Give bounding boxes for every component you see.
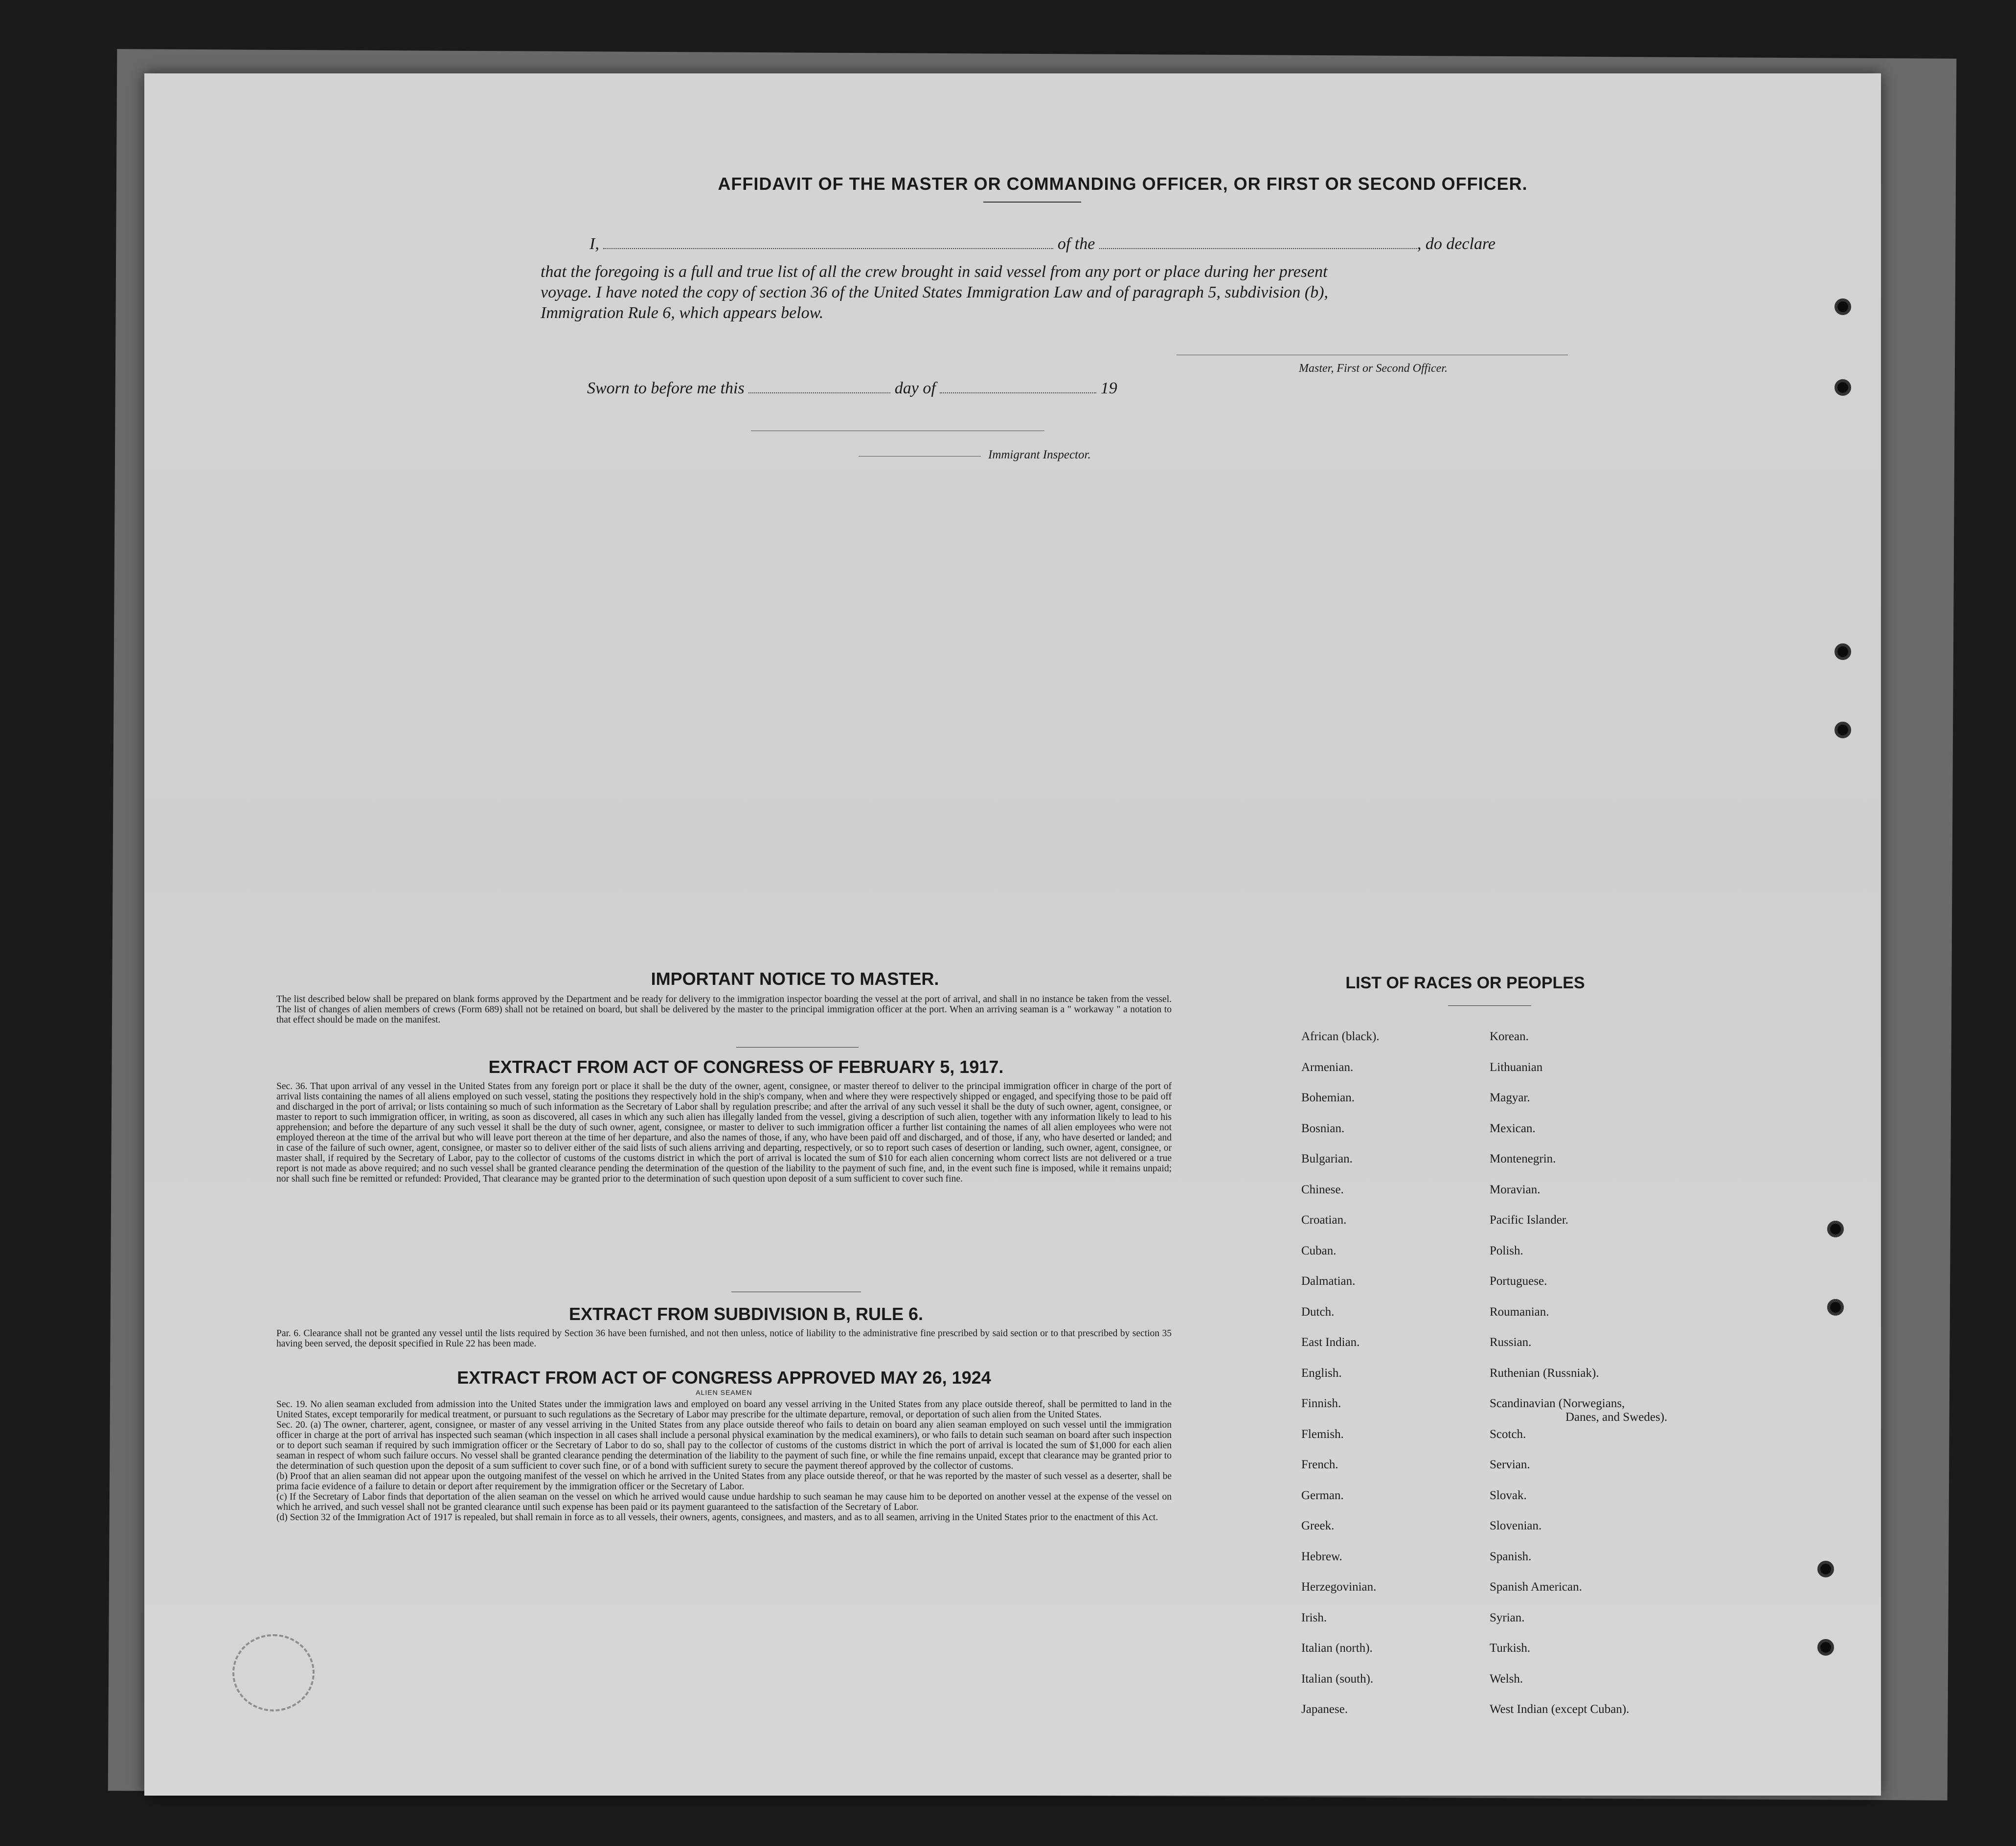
race-item: Magyar.: [1490, 1091, 1530, 1104]
affidavit-line: that the foregoing is a full and true list of all the crew brought in said vessel from any port or place during her present: [541, 263, 1328, 281]
race-item: Hebrew.: [1301, 1550, 1342, 1563]
race-item: Scotch.: [1490, 1427, 1526, 1441]
binder-hole: [1827, 1221, 1844, 1237]
race-item: Herzegovinian.: [1301, 1580, 1377, 1594]
affidavit-i-label: I,: [589, 235, 599, 253]
race-item: English.: [1301, 1366, 1342, 1380]
binder-hole: [1817, 1561, 1834, 1577]
faded-stamp: [232, 1634, 315, 1711]
vessel-blank: [1099, 248, 1417, 249]
sworn-line: [587, 379, 1117, 398]
document-page: [144, 73, 1881, 1796]
race-item: Spanish American.: [1490, 1580, 1582, 1594]
race-item: Danes, and Swedes).: [1565, 1411, 1668, 1424]
binder-hole: [1835, 298, 1851, 315]
race-item: Greek.: [1301, 1519, 1335, 1532]
race-item: Japanese.: [1301, 1703, 1348, 1716]
day-of-label: day of: [894, 379, 936, 397]
name-blank: [603, 248, 1053, 249]
race-item: Bosnian.: [1301, 1121, 1345, 1135]
race-item: French.: [1301, 1458, 1338, 1471]
notice-body: The list described below shall be prepared on blank forms approved by the Department and be ready for delivery to the immigration inspector boarding the vessel at the port of arrival, and shall in no instance be taken from the vessel. The list of changes of alien members of crews (Form 689) shall not be retained on board, but shall be delivered by the master to the principal immigration officer at the port. When an arriving seaman is a " workaway " a notation to that effect should be made on the manifest.: [276, 994, 1172, 1025]
race-item: Roumanian.: [1490, 1305, 1549, 1319]
race-item: Bohemian.: [1301, 1091, 1355, 1104]
race-item: Scandinavian (Norwegians,: [1490, 1397, 1625, 1410]
race-item: German.: [1301, 1488, 1344, 1502]
rule6-body: Par. 6. Clearance shall not be granted any vessel until the lists required by Section 36 have been furnished, and not then unless, notice of liability to the administrative fine prescribed by said section or to that prescribed by section 35 having been served, the deposit specified in Rule 22 has been made.: [276, 1328, 1172, 1349]
section-20c: (c) If the Secretary of Labor finds that deportation of the alien seaman on the vessel on which he arrived would cause undue hardship to such seaman he may cause him to be deported on another vessel at the expense of the vessel on which he arrived, and such vessel shall not be granted clearance until such expense has been paid or its payment guaranteed to the satisfaction of the Secretary of Labor.: [276, 1492, 1172, 1512]
race-item: Croatian.: [1301, 1213, 1347, 1227]
race-item: Irish.: [1301, 1611, 1327, 1624]
race-item: Dalmatian.: [1301, 1275, 1356, 1288]
race-item: Armenian.: [1301, 1060, 1354, 1074]
binder-hole: [1835, 722, 1851, 738]
race-item: Mexican.: [1490, 1121, 1536, 1135]
divider: [1448, 1005, 1531, 1006]
affidavit-line: voyage. I have noted the copy of section 36 of the United States Immigration Law and of paragraph 5, subdivision (b),: [541, 283, 1329, 301]
month-blank: [940, 392, 1096, 393]
binder-hole: [1835, 643, 1851, 660]
race-item: Portuguese.: [1490, 1275, 1547, 1288]
race-item: Spanish.: [1490, 1550, 1532, 1563]
race-item: Welsh.: [1490, 1672, 1523, 1686]
notice-title: IMPORTANT NOTICE TO MASTER.: [651, 969, 939, 989]
race-item: Ruthenian (Russniak).: [1490, 1366, 1599, 1380]
affidavit-of-the-label: of the: [1057, 235, 1095, 253]
divider: [736, 1047, 859, 1048]
race-item: Chinese.: [1301, 1183, 1344, 1196]
section-20a: Sec. 20. (a) The owner, charterer, agent, consignee, or master of any vessel arriving in the United States from any place outside thereof who fails to detain on board any alien seaman employed on such vessel until the immigration officer in charge at the port of arrival has inspected such seaman (which inspection in all cases shall include a personal physical examination by the medical examiners), or who fails to detain such seaman on board after such inspection or to deport such seaman if required by such immigration officer or the Secretary of Labor to do so, shall pay to the collector of customs of the customs district in which the port of arrival is located the sum of $1,000 for each alien seaman in respect of whom such failure occurs. No vessel shall be granted clearance pending the determination of the liability to the payment of such fine, or while the fine remains unpaid, except that clearance may be granted prior to the determination of such question upon the deposit of a sum sufficient to cover such fine, or of a bond with sufficient surety to secure the payment thereof approved by the collector of customs.: [276, 1420, 1172, 1471]
rule6-title: EXTRACT FROM SUBDIVISION B, RULE 6.: [568, 1304, 924, 1324]
race-item: Italian (north).: [1301, 1641, 1373, 1655]
day-blank: [748, 392, 890, 393]
races-title: LIST OF RACES OR PEOPLES: [1345, 974, 1585, 992]
master-signature-label: Master, First or Second Officer.: [1299, 362, 1448, 375]
section-20d: (d) Section 32 of the Immigration Act of 1917 is repealed, but shall remain in force as to all vessels, their owners, agents, consignees, and masters, and as to all seamen, arriving in the United States prior to the enactment of this Act.: [276, 1512, 1158, 1523]
affidavit-declare-label: , do declare: [1417, 235, 1496, 253]
affidavit-declaration-line: [589, 235, 1641, 253]
race-item: West Indian (except Cuban).: [1490, 1703, 1630, 1716]
race-item: Russian.: [1490, 1336, 1532, 1349]
extract-1917-title: EXTRACT FROM ACT OF CONGRESS OF FEBRUARY 5, 1917.: [488, 1057, 1004, 1077]
year-label: 19: [1100, 379, 1117, 397]
race-item: Korean.: [1490, 1030, 1529, 1043]
race-item: Turkish.: [1490, 1641, 1531, 1655]
affidavit-body: [541, 262, 1666, 323]
race-item: Slovak.: [1490, 1488, 1527, 1502]
race-item: Italian (south).: [1301, 1672, 1374, 1686]
race-item: Servian.: [1490, 1458, 1530, 1471]
sworn-label: Sworn to before me this: [587, 379, 745, 397]
race-item: Lithuanian: [1490, 1060, 1543, 1074]
binder-hole: [1835, 379, 1851, 396]
race-item: Syrian.: [1490, 1611, 1525, 1624]
binder-hole: [1827, 1299, 1844, 1316]
inspector-label: Immigrant Inspector.: [988, 448, 1091, 461]
race-item: Montenegrin.: [1490, 1152, 1556, 1165]
race-item: Cuban.: [1301, 1244, 1336, 1257]
affidavit-title: AFFIDAVIT OF THE MASTER OR COMMANDING OFFICER, OR FIRST OR SECOND OFFICER.: [718, 174, 1528, 194]
race-item: Dutch.: [1301, 1305, 1335, 1319]
section-19: Sec. 19. No alien seaman excluded from admission into the United States under the immigration laws and employed on board any vessel arriving in the United States from any place outside thereof, shall be permitted to land in the United States, except temporarily for medical treatment, or pursuant to such regulations as the Secretary of Labor may prescribe for the ultimate departure, removal, or deportation of such alien from the United States.: [276, 1399, 1172, 1420]
race-item: Polish.: [1490, 1244, 1523, 1257]
binder-hole: [1817, 1639, 1834, 1656]
extract-1924-title: EXTRACT FROM ACT OF CONGRESS APPROVED MAY 26, 1924: [457, 1367, 991, 1388]
race-item: Flemish.: [1301, 1427, 1344, 1441]
affidavit-line: Immigration Rule 6, which appears below.: [541, 304, 824, 322]
race-item: Bulgarian.: [1301, 1152, 1353, 1165]
race-item: Moravian.: [1490, 1183, 1540, 1196]
race-item: Finnish.: [1301, 1397, 1341, 1410]
race-item: East Indian.: [1301, 1336, 1360, 1349]
divider: [983, 202, 1081, 203]
race-item: African (black).: [1301, 1030, 1380, 1043]
section-20b: (b) Proof that an alien seaman did not appear upon the outgoing manifest of the vessel on which he arrived in the United States from any place outside thereof, or that he was reported by the master of such vessel as a deserter, shall be prima facie evidence of a failure to detain or deport after requirement by the immigration officer or the Secretary of Labor.: [276, 1471, 1172, 1492]
race-item: Slovenian.: [1490, 1519, 1542, 1532]
extract-1924-body: [276, 1399, 1172, 1523]
extract-1924-subtitle: ALIEN SEAMEN: [696, 1389, 752, 1396]
extract-1917-body: Sec. 36. That upon arrival of any vessel in the United States from any foreign port or place it shall be the duty of the owner, agent, consignee, or master thereof to deliver to the principal immigration officer in charge of the port of arrival lists containing the names of all aliens employed on such vessel, stating the positions they respectively hold in the ship's company, when and where they were respectively shipped or engaged, and specifying those to be paid off and discharged in the port of arrival; or lists containing so much of such information as the Secretary of Labor shall by regulation prescribe; and after the arrival of any such vessel it shall be the duty of such owner, agent, consignee, or master to report to such immigration officer, in writing, as soon as discovered, all cases in which any such alien has illegally landed from the vessel, giving a description of such alien, together with any information likely to lead to his apprehension; and before the departure of any such vessel it shall be the duty of such owner, agent, consignee, or master to deliver to such immigration officer a further list containing the names of all alien employees who were not employed thereon at the time of the arrival but who will leave port thereon at the time of her departure, and also the names of those, if any, who have been paid off and discharged, and of those, if any, who have deserted or landed; and in case of the failure of such owner, agent, consignee, or master so to deliver either of the said lists of such aliens arriving and departing, respectively, or so to report such cases of desertion or landing, such owner, agent, consignee, or master shall, if required by the Secretary of Labor, pay to the collector of customs of the customs district in which the port of arrival is located the sum of $10 for each alien concerning whom correct lists are not delivered or a true report is not made as above required; and no such vessel shall be granted clearance pending the determination of the question of the liability to the payment of such fine, and, in the event such fine is imposed, while it remains unpaid; nor shall such fine be remitted or refunded: Provided, That clearance may be granted prior to the determination of such question upon deposit of a sum sufficient to cover such fine.: [276, 1081, 1172, 1184]
race-item: Pacific Islander.: [1490, 1213, 1569, 1227]
